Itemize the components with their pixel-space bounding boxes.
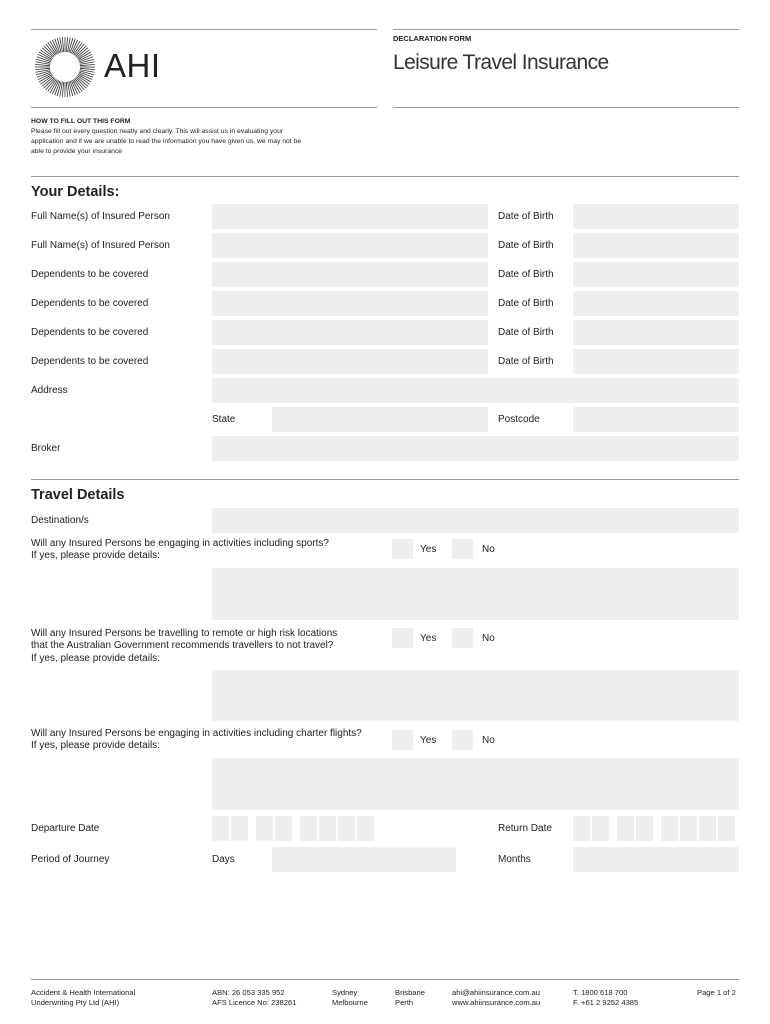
destination-input[interactable] bbox=[212, 508, 739, 533]
footer-contact-web: ahi@ahiinsurance.com.au www.ahiinsurance.com.au bbox=[452, 988, 541, 1007]
yes-checkbox[interactable] bbox=[392, 628, 413, 648]
broker-input[interactable] bbox=[212, 436, 739, 461]
person-name-input[interactable] bbox=[212, 262, 488, 287]
postcode-label: Postcode bbox=[498, 414, 540, 425]
no-checkbox[interactable] bbox=[452, 730, 473, 750]
person-name-input[interactable] bbox=[212, 349, 488, 374]
date-of-birth-input[interactable] bbox=[573, 204, 739, 229]
person-name-label: Full Name(s) of Insured Person bbox=[31, 240, 170, 251]
date-of-birth-input[interactable] bbox=[573, 262, 739, 287]
page-number: Page 1 of 2 bbox=[697, 988, 736, 997]
instructions-line: Please fill out every question neatly and clearly. This will assist us in evaluating your bbox=[31, 128, 284, 135]
return-date-digit-box[interactable] bbox=[680, 816, 697, 841]
person-name-label: Dependents to be covered bbox=[31, 298, 149, 309]
no-label: No bbox=[482, 544, 495, 555]
date-of-birth-label: Date of Birth bbox=[498, 327, 554, 338]
ahi-sunburst-logo-icon bbox=[34, 36, 96, 98]
departure-date-label: Departure Date bbox=[31, 823, 100, 834]
yes-checkbox[interactable] bbox=[392, 539, 413, 559]
departure-date-digit-box[interactable] bbox=[300, 816, 317, 841]
person-name-label: Dependents to be covered bbox=[31, 327, 149, 338]
period-of-journey-label: Period of Journey bbox=[31, 854, 110, 865]
footer-phone: T. 1800 618 700 F. +61 2 9252 4385 bbox=[573, 988, 639, 1007]
days-input[interactable] bbox=[272, 847, 456, 872]
return-date-digit-box[interactable] bbox=[573, 816, 590, 841]
header-rule-right bbox=[393, 29, 739, 30]
state-input[interactable] bbox=[272, 407, 488, 432]
destination-label: Destination/s bbox=[31, 515, 89, 526]
postcode-input[interactable] bbox=[573, 407, 739, 432]
address-label: Address bbox=[31, 385, 68, 396]
no-checkbox[interactable] bbox=[452, 628, 473, 648]
departure-date-digit-box[interactable] bbox=[231, 816, 248, 841]
departure-date-digit-box[interactable] bbox=[319, 816, 336, 841]
no-label: No bbox=[482, 735, 495, 746]
date-of-birth-label: Date of Birth bbox=[498, 211, 554, 222]
instructions-line: application and if we are unable to read the information you have given us, we may not be bbox=[31, 138, 302, 145]
footer-company: Accident & Health International Underwriting Pty Ltd (AHI) bbox=[31, 988, 136, 1007]
no-checkbox[interactable] bbox=[452, 539, 473, 559]
state-label: State bbox=[212, 414, 236, 425]
form-label: DECLARATION FORM bbox=[393, 34, 472, 43]
header-rule-right-bottom bbox=[393, 107, 739, 108]
no-label: No bbox=[482, 633, 495, 644]
question-text: If yes, please provide details: bbox=[31, 653, 160, 664]
person-name-input[interactable] bbox=[212, 320, 488, 345]
date-of-birth-label: Date of Birth bbox=[498, 240, 554, 251]
details-textarea[interactable] bbox=[212, 670, 739, 721]
yes-label: Yes bbox=[420, 633, 437, 644]
date-of-birth-label: Date of Birth bbox=[498, 298, 554, 309]
footer-cities: Brisbane Perth bbox=[395, 988, 425, 1007]
departure-date-digit-box[interactable] bbox=[212, 816, 229, 841]
instructions-line: able to provide your insurance bbox=[31, 148, 123, 155]
yes-checkbox[interactable] bbox=[392, 730, 413, 750]
person-name-input[interactable] bbox=[212, 204, 488, 229]
return-date-digit-box[interactable] bbox=[636, 816, 653, 841]
section-rule bbox=[31, 176, 739, 177]
departure-date-digit-box[interactable] bbox=[357, 816, 374, 841]
header-rule-left-bottom bbox=[31, 107, 377, 108]
return-date-digit-box[interactable] bbox=[718, 816, 735, 841]
date-of-birth-input[interactable] bbox=[573, 291, 739, 316]
return-date-digit-box[interactable] bbox=[617, 816, 634, 841]
question-text: that the Australian Government recommends travellers to not travel? bbox=[31, 640, 334, 651]
departure-date-digit-box[interactable] bbox=[338, 816, 355, 841]
footer-abn: ABN: 26 053 335 952 AFS Licence No: 238261 bbox=[212, 988, 297, 1007]
question-text: Will any Insured Persons be engaging in activities including sports? bbox=[31, 538, 329, 549]
question-text: Will any Insured Persons be engaging in activities including charter flights? bbox=[31, 728, 362, 739]
return-date-digit-box[interactable] bbox=[699, 816, 716, 841]
person-name-input[interactable] bbox=[212, 291, 488, 316]
form-title: Leisure Travel Insurance bbox=[393, 51, 609, 74]
return-date-digit-box[interactable] bbox=[661, 816, 678, 841]
logo-text: AHI bbox=[104, 47, 161, 84]
date-of-birth-input[interactable] bbox=[573, 349, 739, 374]
date-of-birth-input[interactable] bbox=[573, 233, 739, 258]
person-name-label: Dependents to be covered bbox=[31, 269, 149, 280]
months-input[interactable] bbox=[573, 847, 739, 872]
question-text: If yes, please provide details: bbox=[31, 740, 160, 751]
months-label: Months bbox=[498, 854, 531, 865]
return-date-label: Return Date bbox=[498, 823, 552, 834]
date-of-birth-label: Date of Birth bbox=[498, 356, 554, 367]
details-textarea[interactable] bbox=[212, 758, 739, 810]
details-textarea[interactable] bbox=[212, 568, 739, 620]
question-text: Will any Insured Persons be travelling to remote or high risk locations bbox=[31, 628, 338, 639]
footer-rule bbox=[31, 979, 739, 980]
broker-label: Broker bbox=[31, 443, 61, 454]
yes-label: Yes bbox=[420, 735, 437, 746]
departure-date-digit-box[interactable] bbox=[275, 816, 292, 841]
return-date-digit-box[interactable] bbox=[592, 816, 609, 841]
person-name-input[interactable] bbox=[212, 233, 488, 258]
address-input[interactable] bbox=[212, 378, 739, 403]
section-rule bbox=[31, 479, 739, 480]
person-name-label: Full Name(s) of Insured Person bbox=[31, 211, 170, 222]
travel-details-heading: Travel Details bbox=[31, 487, 125, 503]
header-rule-left bbox=[31, 29, 377, 30]
date-of-birth-label: Date of Birth bbox=[498, 269, 554, 280]
yes-label: Yes bbox=[420, 544, 437, 555]
footer-cities: Sydney Melbourne bbox=[332, 988, 368, 1007]
your-details-heading: Your Details: bbox=[31, 184, 120, 200]
date-of-birth-input[interactable] bbox=[573, 320, 739, 345]
departure-date-digit-box[interactable] bbox=[256, 816, 273, 841]
instructions-title: HOW TO FILL OUT THIS FORM bbox=[31, 118, 131, 125]
days-label: Days bbox=[212, 854, 235, 865]
question-text: If yes, please provide details: bbox=[31, 550, 160, 561]
person-name-label: Dependents to be covered bbox=[31, 356, 149, 367]
